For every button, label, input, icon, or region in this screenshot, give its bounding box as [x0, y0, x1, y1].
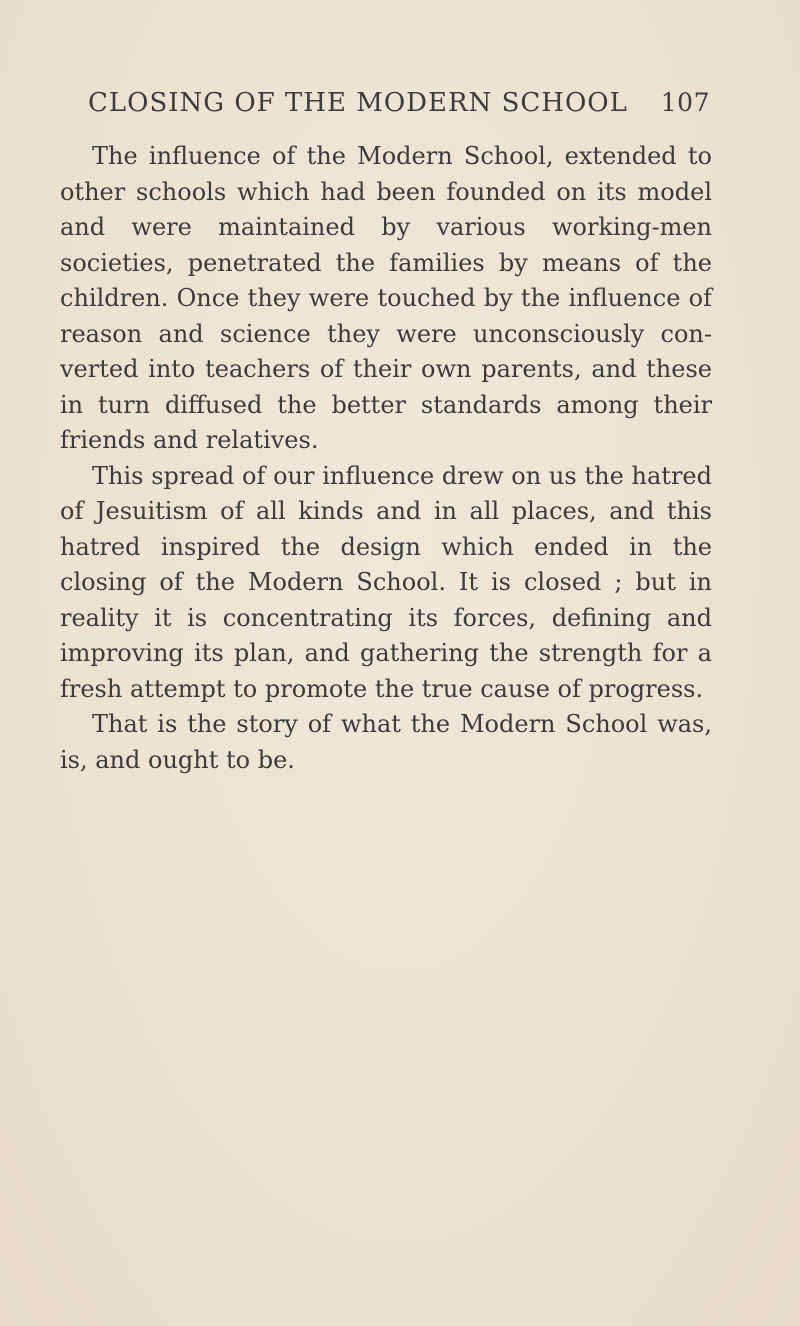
running-head-title: CLOSING OF THE MODERN SCHOOL [88, 88, 628, 118]
page-number: 107 [660, 88, 710, 117]
paragraph-hatred: This spread of our influence drew on us the hatred of Jesuitism of all kinds and in all places, and this hatred inspired the design which ended in the closing of the Modern School. It is closed ; but in reality it is concentrating its forces, defining and improving its plan, and gathering the strength for a fresh attempt to promote the true cause of progress. [60, 461, 712, 703]
running-head [88, 88, 710, 128]
paragraph-story: That is the story of what the Modern School was, is, and ought to be. [60, 710, 712, 774]
paragraph-influence: The influence of the Modern School, extended to other schools which had been founded on its model and were maintained by various working-men societies, penetrated the families by means of the children. Once they were touched by the influence of reason and science they were unconsciously converted into teachers of their own parents, and these in turn diffused the better standards among their friends and relatives. [60, 142, 712, 454]
body-text [60, 139, 712, 778]
